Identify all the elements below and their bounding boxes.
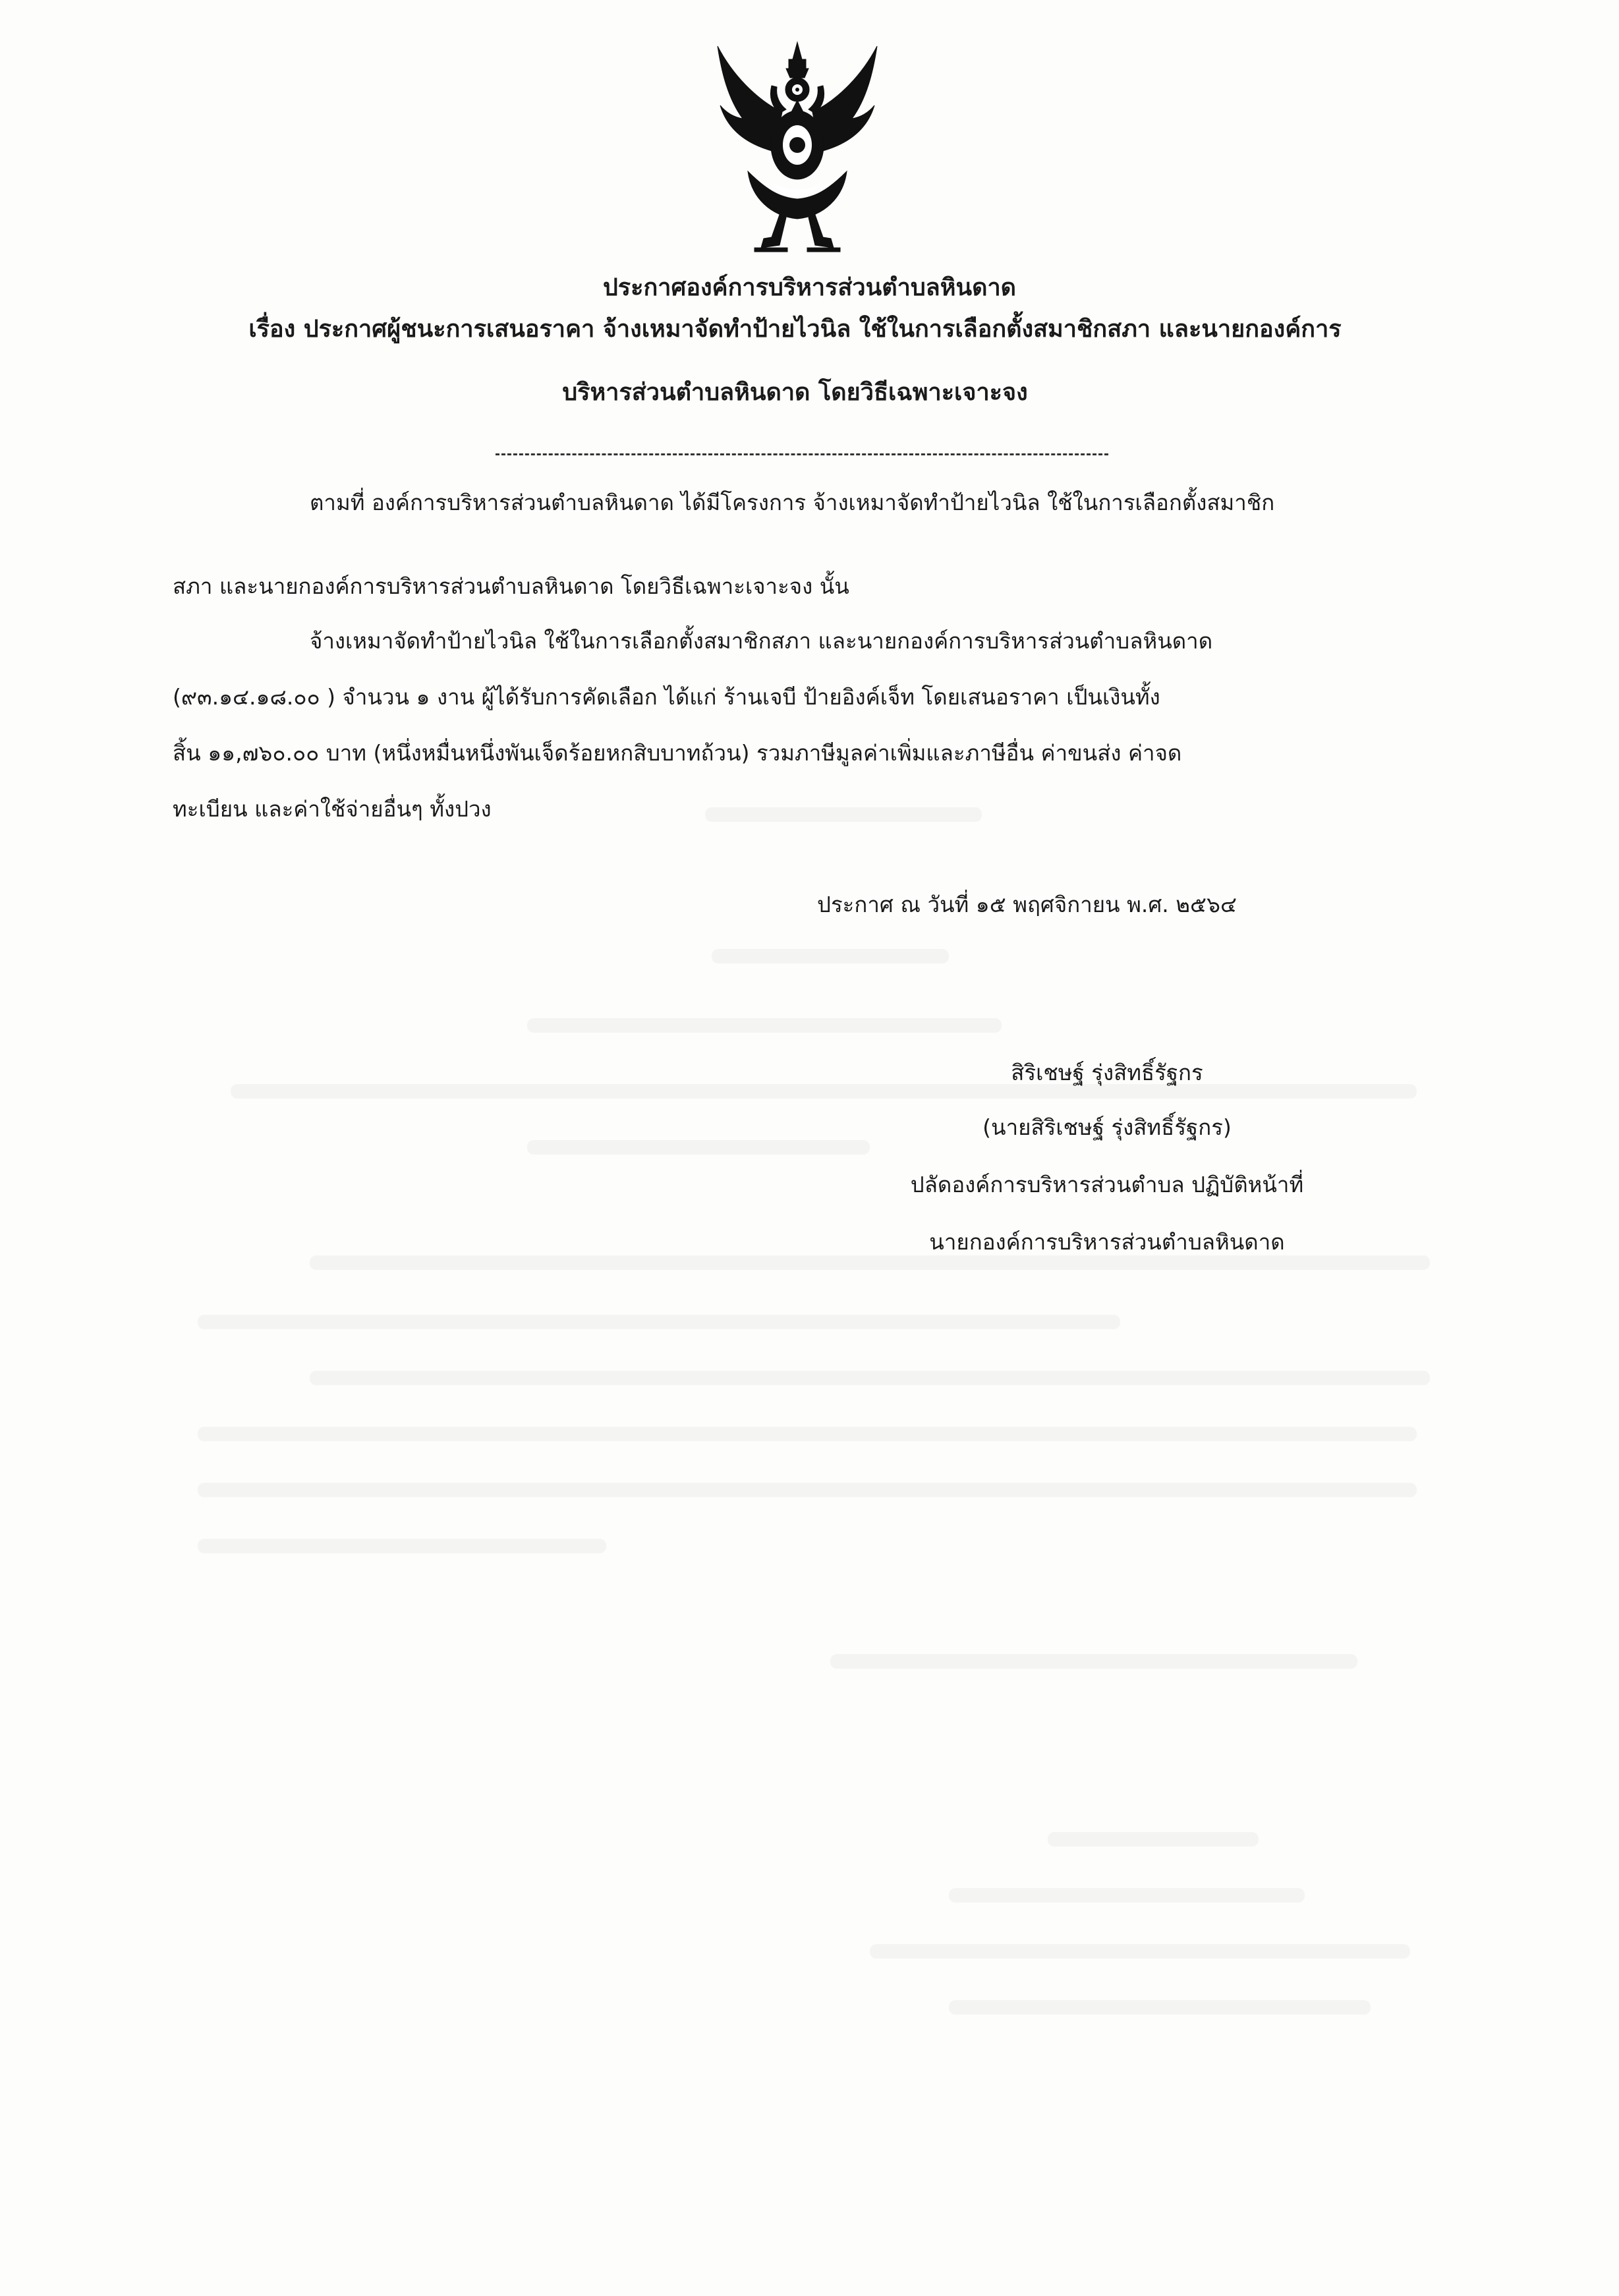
garuda-emblem-icon [708,40,886,257]
header-divider [496,453,1108,455]
bleed-through-mark [527,1018,1002,1033]
bleed-through-mark [198,1539,606,1553]
bleed-through-mark [310,1371,1430,1385]
bleed-through-mark [705,807,982,822]
paragraph-2-line-4: ทะเบียน และค่าใช้จ่ายอื่นๆ ทั้งปวง [173,796,492,822]
subject-line-2: บริหารส่วนตำบลหินดาด โดยวิธีเฉพาะเจาะจง [562,379,1028,406]
bleed-through-mark [310,1255,1430,1270]
subject-line-1: เรื่อง ประกาศผู้ชนะการเสนอราคา จ้างเหมาจัดทำป้ายไวนิล ใช้ในการเลือกตั้งสมาชิกสภา และนายกองค์การ [248,316,1342,343]
bleed-through-mark [198,1315,1120,1329]
announcement-title: ประกาศองค์การบริหารส่วนตำบลหินดาด [602,274,1017,301]
bleed-through-mark [712,949,949,963]
bleed-through-mark [198,1427,1417,1441]
bleed-through-mark [1048,1832,1259,1847]
announcement-date: ประกาศ ณ วันที่ ๑๕ พฤศจิกายน พ.ศ. ๒๕๖๔ [817,892,1237,917]
paragraph-1-line-1: ตามที่ องค์การบริหารส่วนตำบลหินดาด ได้มีโครงการ จ้างเหมาจัดทำป้ายไวนิล ใช้ในการเลือกตั้งสมาชิก [310,490,1275,515]
bleed-through-mark [949,1888,1305,1903]
bleed-through-mark [830,1654,1357,1669]
position-line-1: ปลัดองค์การบริหารส่วนตำบล ปฏิบัติหน้าที่ [910,1172,1304,1197]
printed-name: (นายสิริเชษฐ์ รุ่งสิทธิ์รัฐกร) [982,1114,1232,1140]
bleed-through-mark [198,1483,1417,1497]
paragraph-1-line-2: สภา และนายกองค์การบริหารส่วนตำบลหินดาด โดยวิธีเฉพาะเจาะจง นั้น [173,573,849,599]
paragraph-2-line-1: จ้างเหมาจัดทำป้ายไวนิล ใช้ในการเลือกตั้งสมาชิกสภา และนายกองค์การบริหารส่วนตำบลหินดาด [310,628,1213,654]
bleed-through-mark [870,1944,1410,1959]
paragraph-2-line-3: สิ้น ๑๑,๗๖๐.๐๐ บาท (หนึ่งหมื่นหนึ่งพันเจ็ดร้อยหกสิบบาทถ้วน) รวมภาษีมูลค่าเพิ่มและภาษีอื่น ค่าขนส่ง ค่าจด [173,740,1182,766]
bleed-through-mark [949,2000,1371,2015]
position-line-2: นายกองค์การบริหารส่วนตำบลหินดาด [929,1229,1285,1255]
paragraph-2-line-2: (๙๓.๑๔.๑๘.๐๐ ) จำนวน ๑ งาน ผู้ได้รับการคัดเลือก ได้แก่ ร้านเจบี ป้ายอิงค์เจ็ท โดยเสนอราคา เป็นเงินทั้ง [173,684,1160,710]
signature-name: สิริเชษฐ์ รุ่งสิทธิ์รัฐกร [1011,1060,1203,1085]
